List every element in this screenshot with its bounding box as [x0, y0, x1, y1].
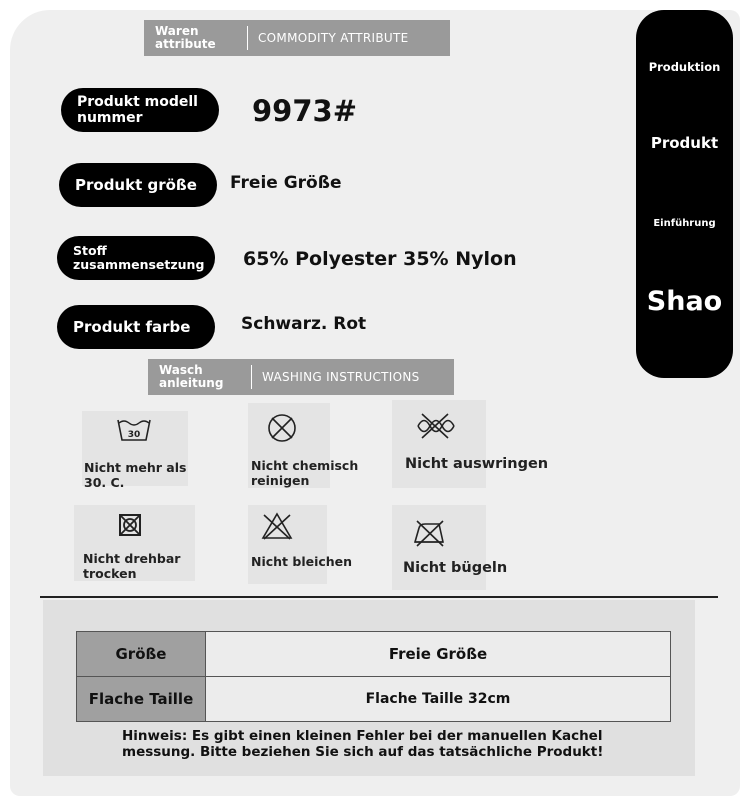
- side-panel: [636, 10, 733, 378]
- side-panel-line3: Einführung: [653, 218, 716, 229]
- no-bleach-icon: [261, 512, 293, 540]
- attribute-label-color: [57, 305, 215, 349]
- attribute-value-model-number: 9973#: [252, 94, 358, 128]
- wash-label-bleach: Nicht bleichen: [251, 554, 353, 569]
- table-row: [77, 632, 671, 677]
- table-row: [77, 677, 671, 722]
- attribute-value-color: Schwarz. Rot: [241, 314, 367, 334]
- washing-header-de: Wasch anleitung: [159, 363, 224, 390]
- header-divider: [251, 365, 252, 389]
- size-table: [76, 631, 671, 722]
- wash-label-wring: Nicht auswringen: [405, 456, 549, 472]
- wash-label-iron: Nicht bügeln: [403, 560, 508, 576]
- wash-label-tumble-dry: Nicht drehbar trocken: [83, 551, 181, 581]
- attribute-label-text: Produkt modell nummer: [77, 94, 198, 126]
- washing-instructions-header: [148, 359, 454, 395]
- table-value-cell: Flache Taille 32cm: [206, 677, 671, 722]
- measurement-note: Hinweis: Es gibt einen kleinen Fehler bei der manuellen Kachel messung. Bitte beziehen Sie sich auf das tatsächliche Produkt!: [122, 728, 604, 760]
- washing-header-en: WASHING INSTRUCTIONS: [262, 370, 420, 384]
- no-iron-icon: [411, 518, 447, 548]
- side-panel-line2: Produkt: [650, 134, 719, 152]
- table-header-cell: Flache Taille: [77, 677, 206, 722]
- attribute-label-text: Produkt größe: [75, 176, 197, 194]
- table-header-cell: Größe: [77, 632, 206, 677]
- side-panel-line1: Produktion: [648, 60, 721, 74]
- attribute-label-size: [59, 163, 217, 207]
- table-value-cell: Freie Größe: [206, 632, 671, 677]
- attribute-label-fabric: [57, 236, 215, 280]
- commodity-header-de: Waren attribute: [155, 24, 216, 51]
- commodity-header-en: COMMODITY ATTRIBUTE: [258, 31, 409, 45]
- attribute-label-text: Produkt farbe: [73, 318, 191, 336]
- attribute-value-fabric: 65% Polyester 35% Nylon: [243, 248, 517, 270]
- no-dry-clean-icon: [266, 412, 298, 444]
- commodity-attribute-header: [144, 20, 450, 56]
- side-panel-line4: Shao: [646, 286, 723, 317]
- no-tumble-dry-icon: [118, 513, 142, 537]
- attribute-value-size: Freie Größe: [230, 173, 342, 193]
- header-divider: [247, 26, 248, 50]
- wash-label-30: Nicht mehr als 30. C.: [84, 460, 187, 490]
- attribute-label-model-number: [61, 88, 219, 132]
- wash-30-icon: [116, 414, 152, 444]
- wash-temperature: 30: [127, 430, 141, 440]
- section-divider: [40, 596, 718, 598]
- no-wring-icon: [414, 411, 456, 441]
- attribute-label-text: Stoff zusammensetzung: [73, 243, 205, 272]
- wash-label-dry-clean: Nicht chemisch reinigen: [251, 458, 359, 488]
